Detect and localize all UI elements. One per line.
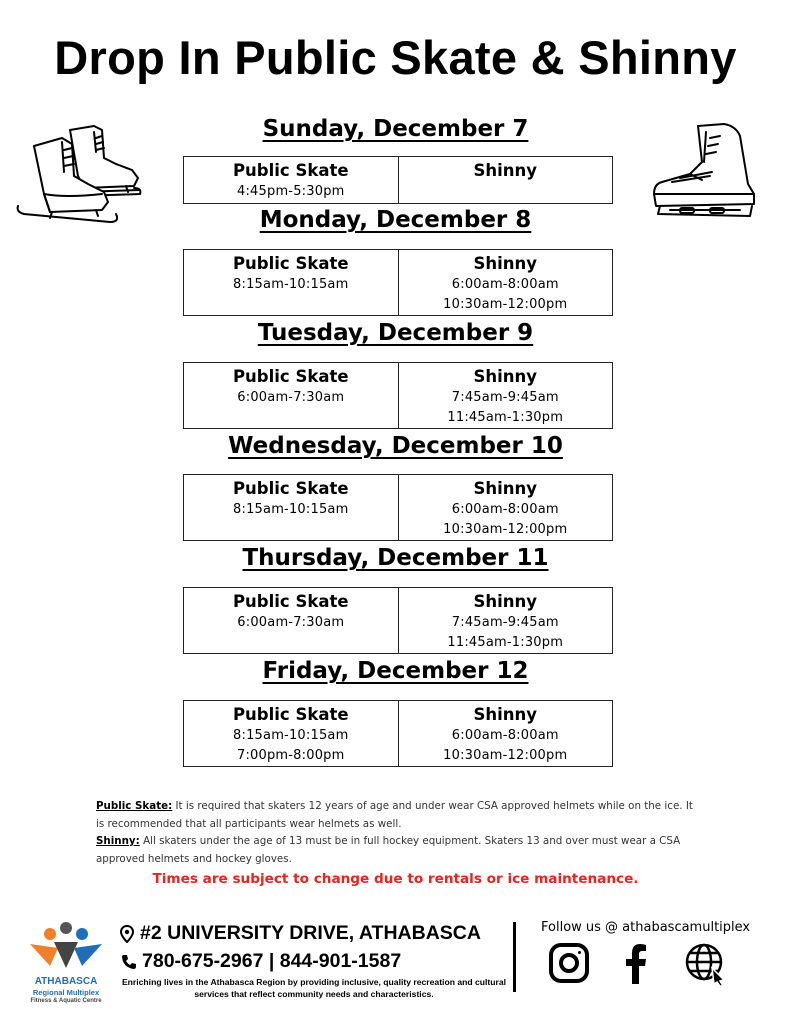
public-skate-note [96,798,696,833]
globe-icon[interactable] [684,942,728,986]
instagram-icon[interactable] [548,942,590,984]
day-schedule-table [183,700,613,767]
shinny-time: 10:30am-12:00pm [443,297,568,312]
shinny-time: 6:00am-8:00am [451,502,559,517]
phone-icon [120,953,138,971]
public-skate-note-label: Public Skate: [96,800,173,812]
footer-divider [513,922,516,992]
public-skate-time: 8:15am-10:15am [233,277,349,292]
shinny-column [398,250,613,315]
mission-statement: Enriching lives in the Athabasca Region by providing inclusive, quality recreation and cultural services that reflect community needs and characteristics. [121,977,507,999]
day-heading: Tuesday, December 9 [257,320,534,346]
public-skate-column [184,157,398,203]
follow-us-text: Follow us @ athabascamultiplex [541,920,751,935]
public-skate-header: Public Skate [232,479,349,498]
shinny-column [398,157,613,203]
shinny-note-text: All skaters under the age of 13 must be in full hockey equipment. Skaters 13 and over must wear a CSA approved helmets and hockey gloves. [96,835,681,865]
shinny-header: Shinny [473,705,538,724]
shinny-column [398,701,613,766]
public-skate-column [184,363,398,428]
public-skate-time: 4:45pm-5:30pm [237,184,345,199]
schedule-change-warning: Times are subject to change due to rentals or ice maintenance. [152,871,639,887]
day-schedule-table [183,587,613,654]
shinny-time: 6:00am-8:00am [451,277,559,292]
public-skate-time: 7:00pm-8:00pm [236,748,345,763]
shinny-column [398,475,613,540]
public-skate-header: Public Skate [232,592,349,611]
shinny-time: 7:45am-9:45am [451,615,559,630]
public-skate-time: 6:00am-7:30am [237,390,345,405]
shinny-header: Shinny [473,592,538,611]
public-skate-time: 8:15am-10:15am [233,502,349,517]
day-heading: Sunday, December 7 [262,116,529,142]
address [120,922,481,945]
logo-figures-icon [24,922,108,976]
shinny-time: 11:45am-1:30pm [447,410,564,425]
day-schedule-table [183,156,613,204]
public-skate-header: Public Skate [232,254,349,273]
shinny-time: 7:45am-9:45am [451,390,559,405]
shinny-column [398,588,613,653]
shinny-note-label: Shinny: [96,835,140,847]
public-skate-column [184,701,398,766]
rules-notes [96,798,696,868]
shinny-time: 6:00am-8:00am [451,728,559,743]
day-heading: Friday, December 12 [262,658,529,684]
shinny-time: 11:45am-1:30pm [447,635,564,650]
day-heading: Thursday, December 11 [242,545,549,571]
public-skate-header: Public Skate [232,705,349,724]
public-skate-column [184,588,398,653]
shinny-column [398,363,613,428]
logo-name: ATHABASCA [34,976,98,987]
public-skate-header: Public Skate [232,367,349,386]
public-skate-note-text: It is required that skaters 12 years of age and under wear CSA approved helmets while on the ice. It is recommended that all participants wear helmets as well. [96,800,693,830]
public-skate-column [184,250,398,315]
shinny-time: 10:30am-12:00pm [443,522,568,537]
facebook-icon[interactable] [624,944,648,984]
day-heading: Monday, December 8 [259,207,532,233]
logo-subtitle: Regional Multiplex [32,988,100,997]
day-schedule-table [183,362,613,429]
page-title: Drop In Public Skate & Shinny [54,31,737,84]
shinny-time: 10:30am-12:00pm [443,748,568,763]
phone-numbers [120,950,401,973]
day-heading: Wednesday, December 10 [228,433,563,459]
shinny-header: Shinny [473,479,538,498]
shinny-header: Shinny [473,161,538,180]
public-skate-time: 8:15am-10:15am [233,728,349,743]
location-pin-icon [120,925,134,943]
public-skate-column [184,475,398,540]
shinny-header: Shinny [473,254,538,273]
logo-tagline: Fitness & Aquatic Centre [30,998,102,1004]
phone-text[interactable]: 780-675-2967 | 844-901-1587 [142,950,402,972]
day-schedule-table [183,249,613,316]
public-skate-time: 6:00am-7:30am [237,615,345,630]
day-schedule-table [183,474,613,541]
address-text: #2 UNIVERSITY DRIVE, ATHABASCA [140,922,481,944]
shinny-header: Shinny [473,367,538,386]
public-skate-header: Public Skate [232,161,349,180]
shinny-note [96,833,696,868]
multiplex-logo [24,922,108,1012]
